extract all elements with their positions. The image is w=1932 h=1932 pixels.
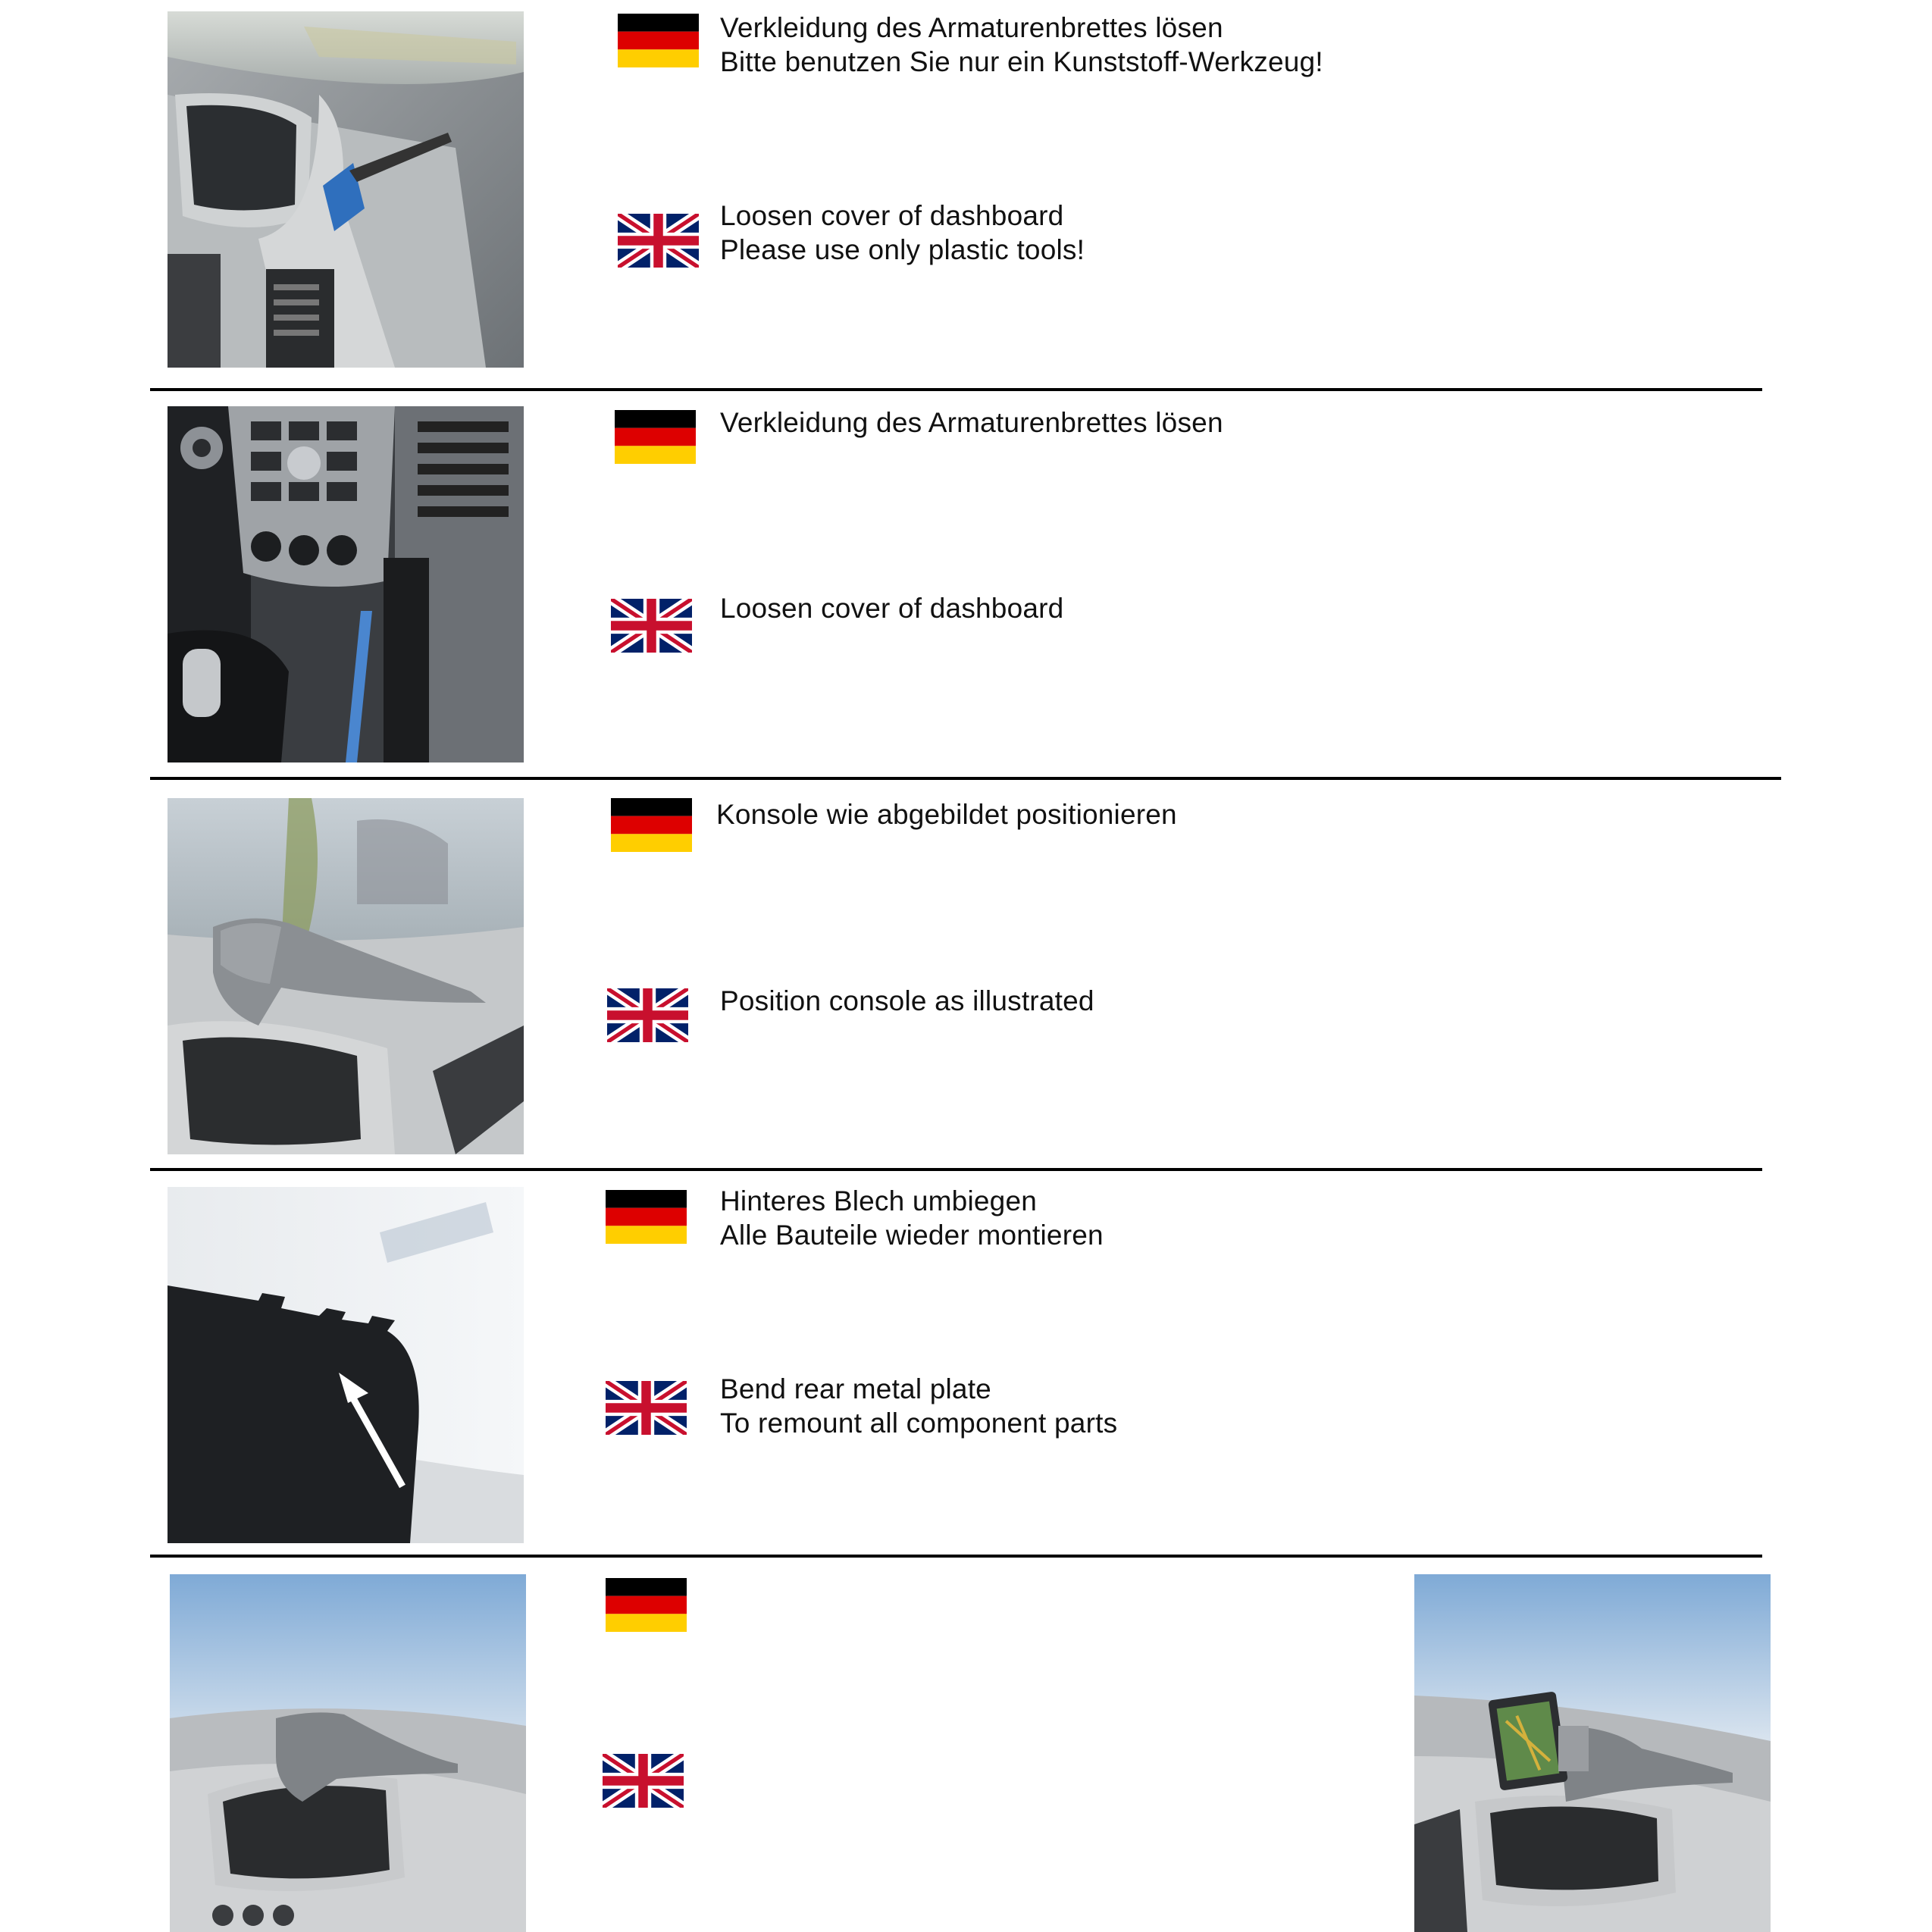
step4-german-line2: Alle Bauteile wieder montieren [720,1220,1104,1251]
german-flag-icon [615,410,696,464]
step-divider [150,1555,1762,1558]
step2-english-line1: Loosen cover of dashboard [720,593,1064,624]
step-divider [150,1168,1762,1171]
step4-english-text [720,1372,1117,1440]
step2-english-text [720,591,1063,625]
navigation-device-mounted-photo [1414,1574,1771,1932]
german-flag-icon [618,14,699,67]
uk-flag-icon [607,988,688,1042]
dashboard-side-pry-tool-photo [168,406,524,762]
uk-flag-icon [611,599,692,653]
step-divider [150,388,1762,391]
step3-english-text [720,984,1094,1018]
step1-english-line2: Please use only plastic tools! [720,234,1085,265]
step3-english-line1: Position console as illustrated [720,985,1094,1016]
step3-german-text [716,797,1177,831]
step-divider [150,777,1781,780]
dashboard-cover-pry-tool-photo [168,11,524,368]
german-flag-icon [611,798,692,852]
uk-flag-icon [603,1754,684,1808]
rear-metal-plate-bend-photo [168,1187,524,1543]
step1-english-text [720,199,1085,267]
step4-german-line1: Hinteres Blech umbiegen [720,1185,1037,1217]
step4-english-line2: To remount all component parts [720,1408,1118,1439]
uk-flag-icon [618,214,699,268]
step4-english-line1: Bend rear metal plate [720,1373,991,1404]
console-positioned-photo [168,798,524,1154]
step4-german-text [720,1184,1104,1252]
step2-german-text [720,406,1223,440]
german-flag-icon [606,1578,687,1632]
step1-german-line1: Verkleidung des Armaturenbrettes lösen [720,12,1223,43]
uk-flag-icon [606,1381,687,1435]
step1-german-line2: Bitte benutzen Sie nur ein Kunststoff-Werkzeug! [720,46,1323,77]
step2-german-line1: Verkleidung des Armaturenbrettes lösen [720,407,1223,438]
german-flag-icon [606,1190,687,1244]
mounted-console-photo [170,1574,526,1932]
step1-german-text [720,11,1323,79]
step3-german-line1: Konsole wie abgebildet positionieren [716,799,1177,830]
step1-english-line1: Loosen cover of dashboard [720,200,1064,231]
